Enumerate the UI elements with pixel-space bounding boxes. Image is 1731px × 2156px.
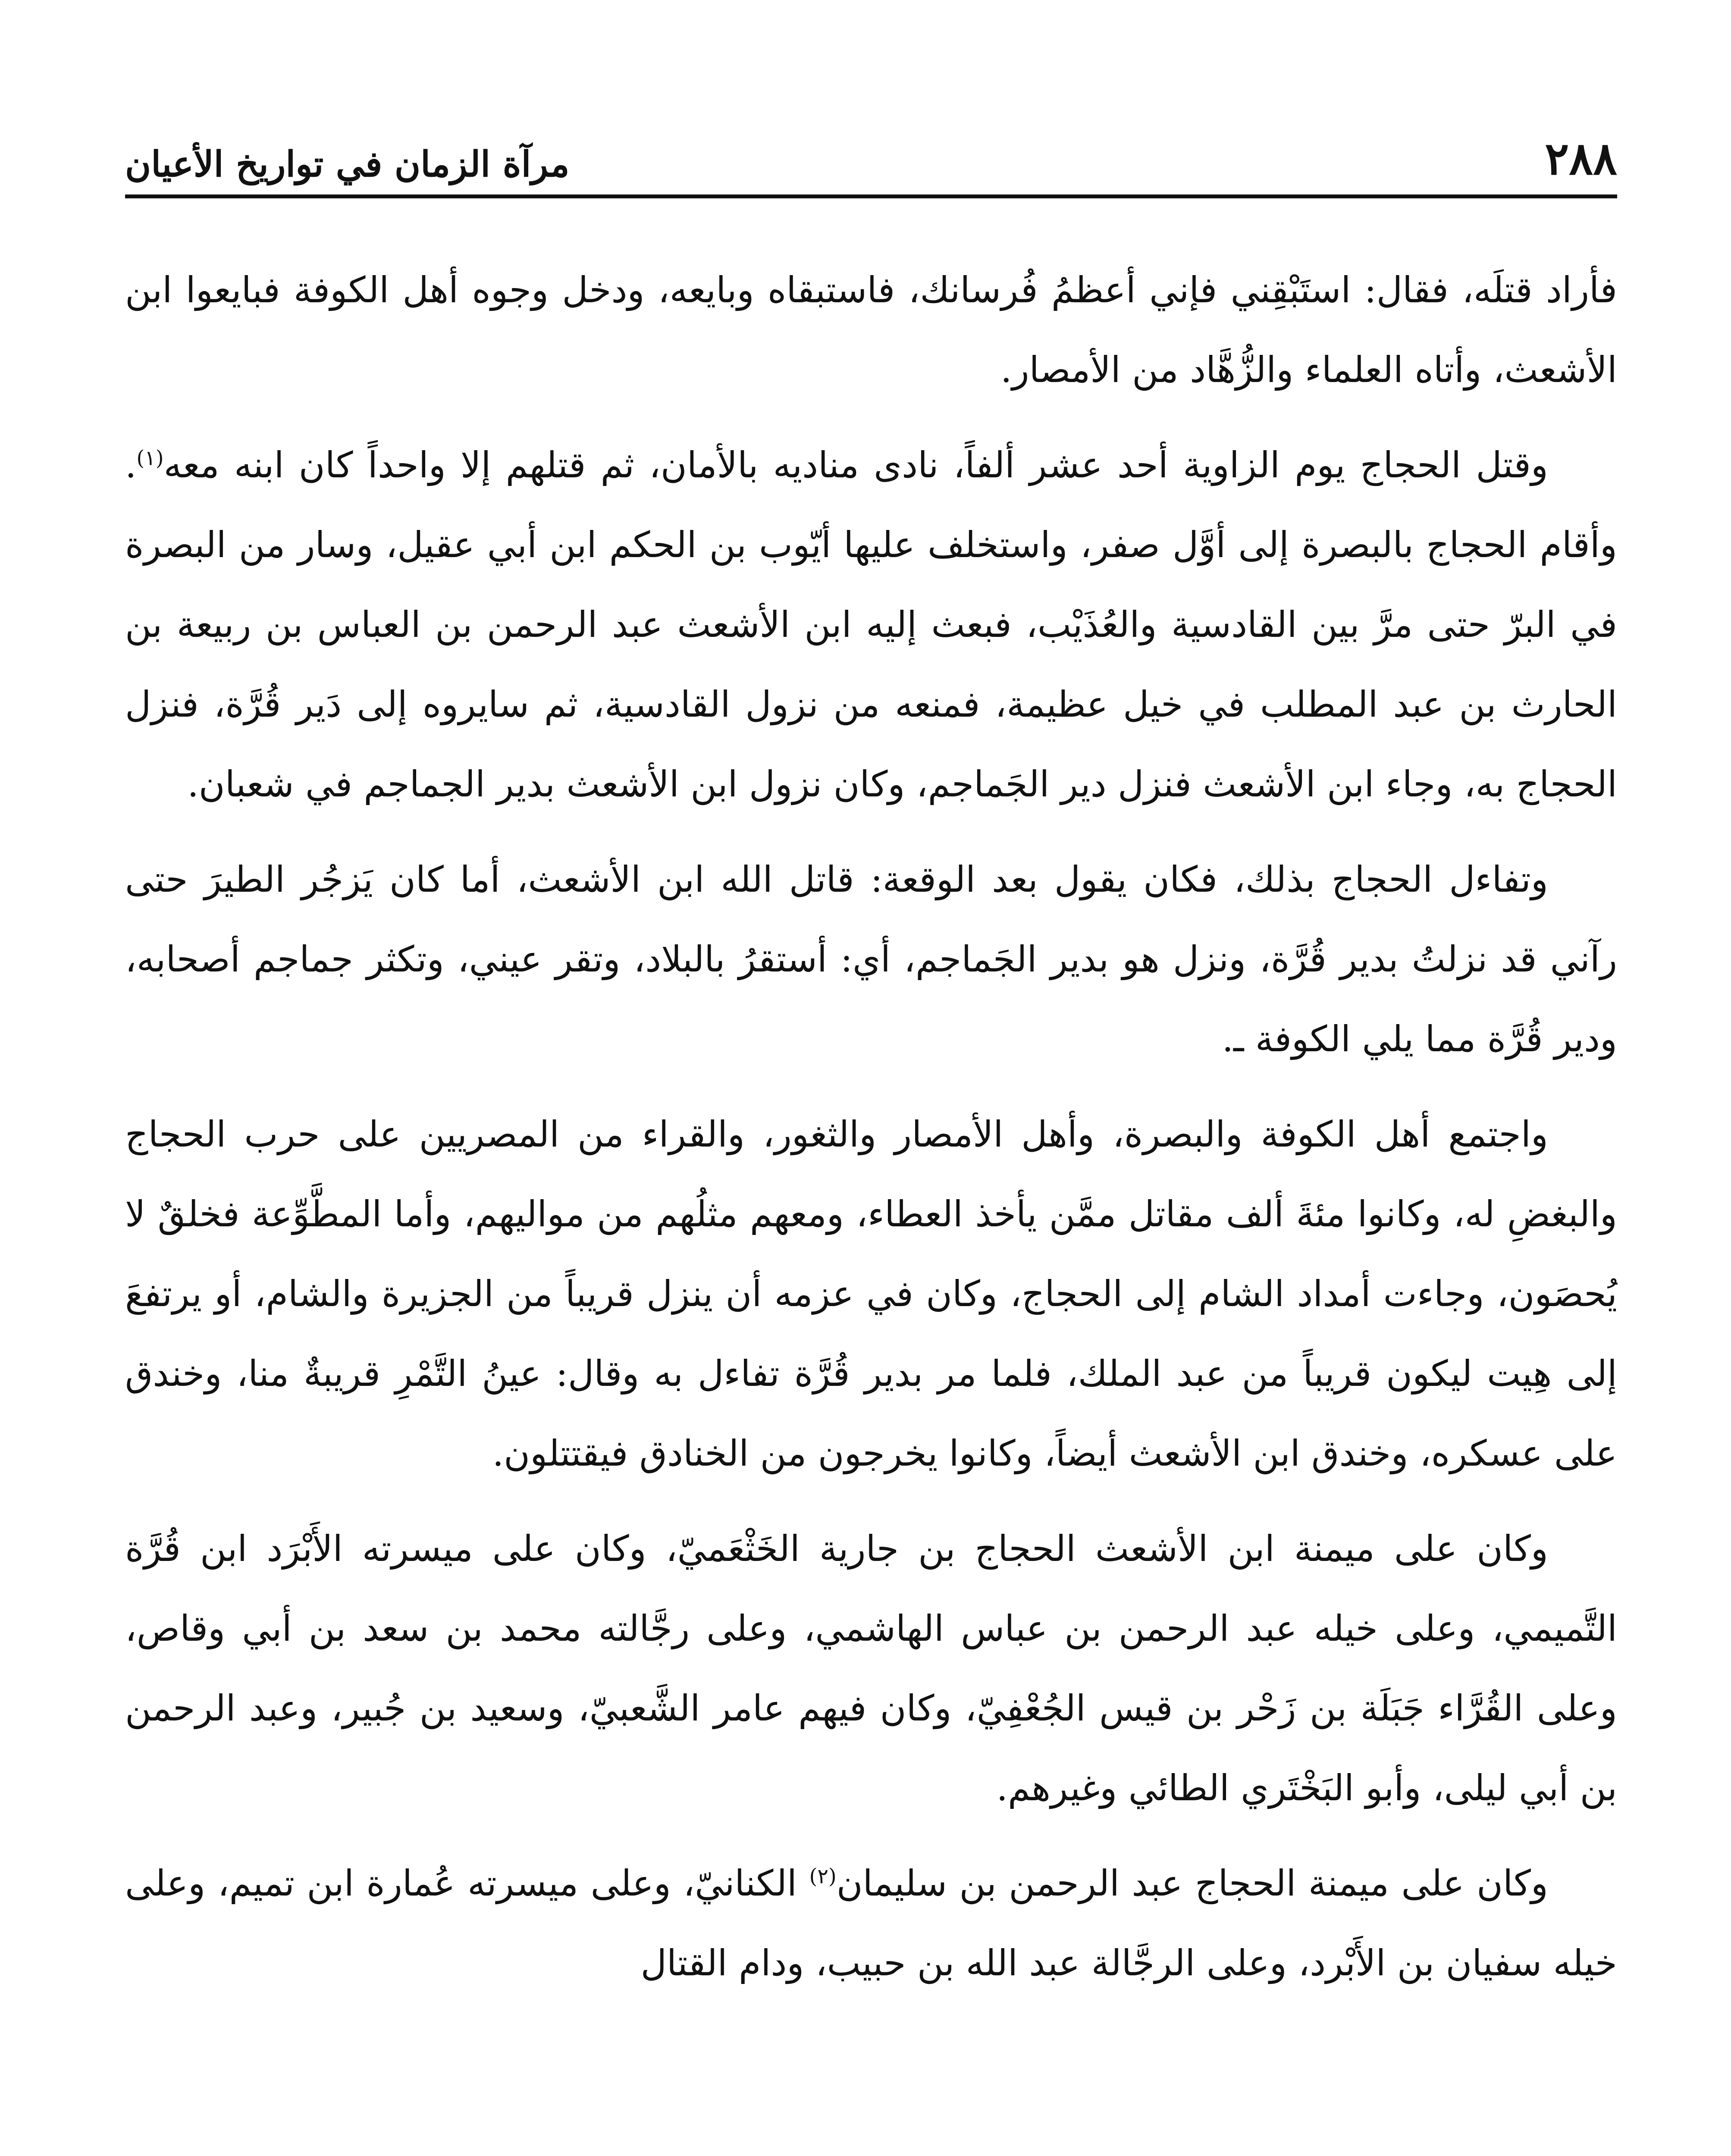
running-title: مرآة الزمان في تواريخ الأعيان	[125, 144, 570, 185]
paragraph-6-text-b: الكنانيّ، وعلى ميسرته عُمارة ابن تميم، وعلى خيله سفيان بن الأَبْرد، وعلى الرجَّالة عبد الله بن حبيب، ودام القتال	[125, 1862, 1617, 1984]
paragraph-1	[125, 250, 1617, 410]
paragraph-2-text-a: وقتل الحجاج يوم الزاوية أحد عشر ألفاً، نادى مناديه بالأمان، ثم قتلهم إلا واحداً كان ابنه معه	[163, 444, 1548, 486]
paragraph-1-text: فأراد قتلَه، فقال: استَبْقِني فإني أعظمُ فُرسانك، فاستبقاه وبايعه، ودخل وجوه أهل الكوفة فبايعوا ابن الأشعث، وأتاه العلماء والزُّهَّاد من الأمصار.	[125, 269, 1617, 391]
footnote-ref-1[interactable]: (١)	[136, 446, 164, 470]
page-header	[125, 129, 1617, 198]
book-page	[125, 129, 1617, 2156]
page-number: ٢٨٨	[1545, 132, 1617, 185]
paragraph-6-text-a: وكان على ميمنة الحجاج عبد الرحمن بن سليمان	[836, 1862, 1548, 1904]
paragraph-3	[125, 840, 1617, 1079]
paragraph-2	[125, 425, 1617, 824]
paragraph-5	[125, 1509, 1617, 1828]
paragraph-4-text: واجتمع أهل الكوفة والبصرة، وأهل الأمصار والثغور، والقراء من المصريين على حرب الحجاج والبغضِ له، وكانوا مئةَ ألف مقاتل ممَّن يأخذ العطاء، ومعهم مثلُهم من مواليهم، وأما المطَّوِّعة فخلقٌ لا يُحصَون، وجاءت أمداد الشام إلى الحجاج، وكان في عزمه أن ينزل قريباً من الجزيرة والشام، أو يرتفعَ إلى هِيت ليكون قريباً من عبد الملك، فلما مر بدير قُرَّة تفاءل به وقال: عينُ التَّمْرِ قريبةٌ منا، وخندق على عسكره، وخندق ابن الأشعث أيضاً، وكانوا يخرجون من الخنادق فيقتتلون.	[125, 1113, 1617, 1474]
footnote-ref-2[interactable]: (٢)	[809, 1864, 837, 1889]
paragraph-3-text: وتفاءل الحجاج بذلك، فكان يقول بعد الوقعة: قاتل الله ابن الأشعث، أما كان يَزجُر الطيرَ حتى رآني قد نزلتُ بدير قُرَّة، ونزل هو بدير الجَماجم، أي: أستقرُ بالبلاد، وتقر عيني، وتكثر جماجم أصحابه، ودير قُرَّة مما يلي الكوفة ـ.	[125, 859, 1617, 1060]
paragraph-5-text: وكان على ميمنة ابن الأشعث الحجاج بن جارية الخَثْعَميّ، وكان على ميسرته الأَبْرَد ابن قُرَّة التَّميمي، وعلى خيله عبد الرحمن بن عباس الهاشمي، وعلى رجَّالته محمد بن سعد بن أبي وقاص، وعلى القُرَّاء جَبَلَة بن زَحْر بن قيس الجُعْفِيّ، وكان فيهم عامر الشَّعبيّ، وسعيد بن جُبير، وعبد الرحمن بن أبي ليلى، وأبو البَخْتَري الطائي وغيرهم.	[125, 1528, 1617, 1809]
body-text	[125, 250, 1617, 2018]
paragraph-2-text-b: . وأقام الحجاج بالبصرة إلى أوَّل صفر، واستخلف عليها أيّوب بن الحكم ابن أبي عقيل، وسار من البصرة في البرّ حتى مرَّ بين القادسية والعُذَيْب، فبعث إليه ابن الأشعث عبد الرحمن بن العباس بن ربيعة بن الحارث بن عبد المطلب في خيل عظيمة، فمنعه من نزول القادسية، ثم سايروه إلى دَير قُرَّة، فنزل الحجاج به، وجاء ابن الأشعث فنزل دير الجَماجم، وكان نزول ابن الأشعث بدير الجماجم في شعبان.	[125, 444, 1617, 805]
paragraph-6	[125, 1843, 1617, 2003]
paragraph-4	[125, 1094, 1617, 1493]
